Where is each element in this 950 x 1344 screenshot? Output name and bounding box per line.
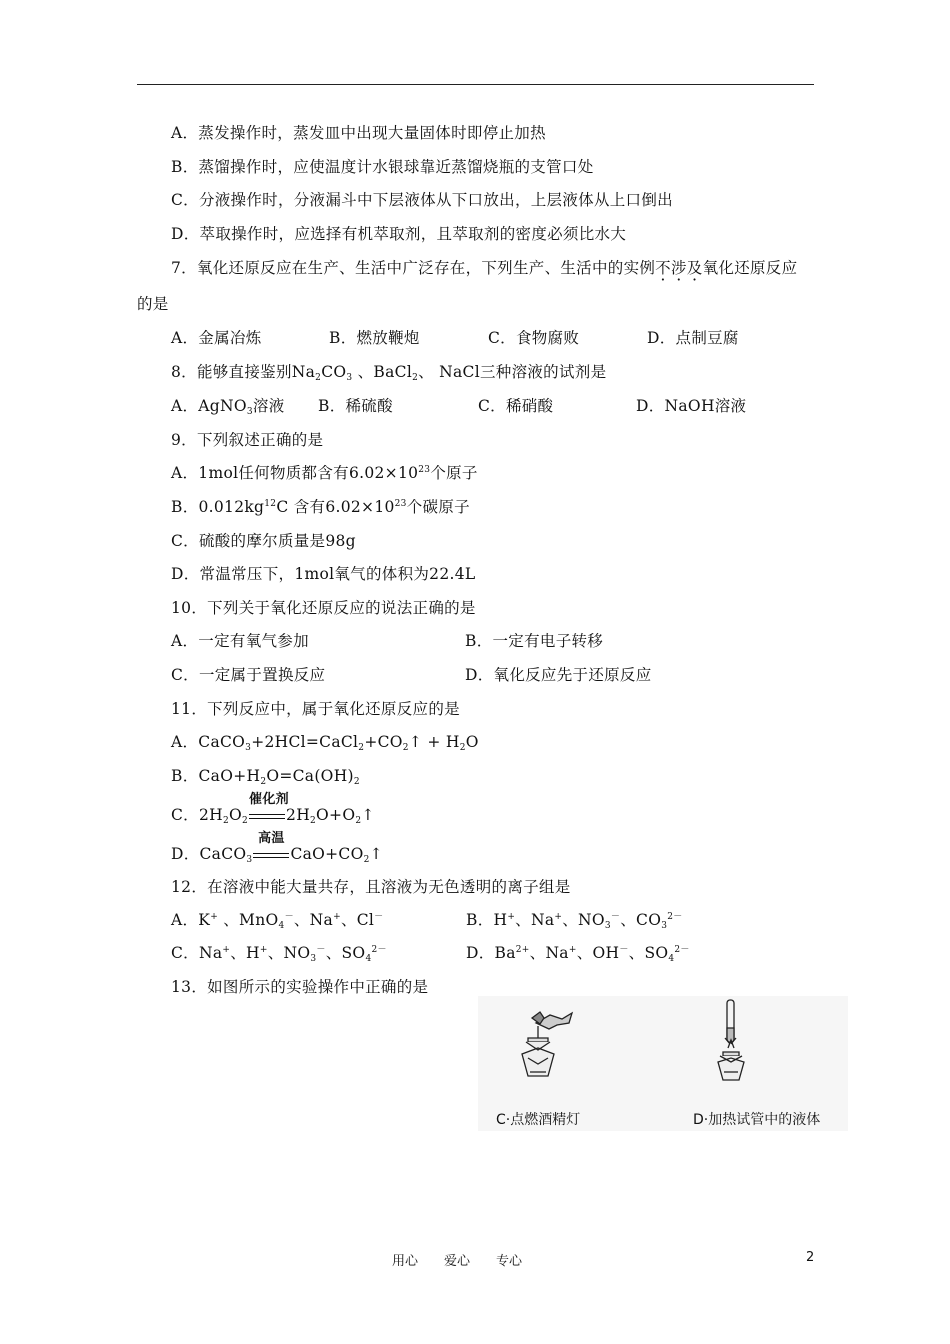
q6-option-a: A．蒸发操作时，蒸发皿中出现大量固体时即停止加热 xyxy=(171,124,546,142)
q11-option-d xyxy=(171,831,383,865)
q8-option-c: C．稀硝酸 xyxy=(478,397,554,415)
q7-stem xyxy=(171,258,797,278)
q8-option-a-end: 溶液 xyxy=(252,397,285,415)
q12c-t1: C．Na xyxy=(171,944,223,962)
q12d-s4: 4 xyxy=(668,954,675,964)
q12d-p1: 2+ xyxy=(515,945,530,955)
q7-option-c: C．食物腐败 xyxy=(488,329,580,347)
q7-stem-continued: 的是 xyxy=(137,295,169,313)
q9-option-b-sup-1: 12 xyxy=(264,499,277,509)
q11c-t3: 2H xyxy=(286,806,311,824)
catalyst-condition xyxy=(249,792,289,825)
q12c-t3: 、NO xyxy=(267,944,311,962)
caption-d: D·加热试管中的液体 xyxy=(693,1112,821,1128)
q12-option-a xyxy=(171,910,383,930)
q12-option-c xyxy=(171,943,387,963)
q9-option-a xyxy=(171,463,478,483)
q11b-s1: 2 xyxy=(260,777,267,787)
caption-c: C·点燃酒精灯 xyxy=(496,1112,581,1128)
q11a-s3: 2 xyxy=(402,743,409,753)
q11d-t3: ↑ xyxy=(369,845,383,863)
q11b-t1: B．CaO+H xyxy=(171,767,261,785)
q11c-t5: ↑ xyxy=(361,806,375,824)
q9-option-b-mid: C 含有6.02×10 xyxy=(276,498,395,516)
q11a-t4: ↑ + H xyxy=(408,733,460,751)
q11a-s4: 2 xyxy=(459,743,466,753)
q11a-s2: 2 xyxy=(358,743,365,753)
q9-stem: 9．下列叙述正确的是 xyxy=(171,431,324,449)
q12b-s3: 3 xyxy=(604,921,611,931)
q12d-t1: D．Ba xyxy=(466,944,516,962)
q8-sub-1: 2 xyxy=(315,373,322,383)
alcohol-lamp-pair-icon xyxy=(522,1012,572,1076)
q7-option-a: A．金属冶炼 xyxy=(171,329,262,347)
q12b-p4: 2－ xyxy=(667,912,683,922)
experiment-figure xyxy=(478,996,848,1131)
q9-option-b-sup-2: 23 xyxy=(394,499,407,509)
q10-option-b: B．一定有电子转移 xyxy=(465,632,604,650)
q8-option-a-text: A．AgNO xyxy=(171,397,247,415)
q11c-t1: C．2H xyxy=(171,806,223,824)
q9-option-c: C．硫酸的摩尔质量是98g xyxy=(171,532,356,550)
q7-stem-text: 7．氧化还原反应在生产、生活中广泛存在，下列生产、生活中的实例 xyxy=(171,259,656,277)
q9-option-d: D．常温常压下，1mol氧气的体积为22.4L xyxy=(171,565,476,583)
footer-motto: 用心 爱心 专心 xyxy=(392,1254,523,1269)
q8-text-1: 8．能够直接鉴别Na xyxy=(171,363,316,381)
q12b-p2: + xyxy=(554,912,563,922)
q10-option-a: A．一定有氧气参加 xyxy=(171,632,309,650)
q12a-t3: 、Na xyxy=(293,911,334,929)
q11c-t4: O+O xyxy=(316,806,356,824)
q12d-p4: 2－ xyxy=(674,945,690,955)
q11-option-c xyxy=(171,792,375,826)
q11b-s2: 2 xyxy=(353,777,360,787)
q12b-t4: 、CO xyxy=(620,911,662,929)
test-tube-heating-icon xyxy=(718,1000,744,1080)
q11d-s1: 3 xyxy=(246,855,253,865)
q11-option-a xyxy=(171,732,479,752)
q12d-p2: + xyxy=(568,945,577,955)
q9-option-a-sup: 23 xyxy=(418,465,431,475)
header-rule xyxy=(137,84,814,85)
q12a-p3: + xyxy=(333,912,341,922)
q8-stem xyxy=(171,362,606,382)
q11a-t5: O xyxy=(465,733,479,751)
q11d-t1: D．CaCO xyxy=(171,845,247,863)
equals-arrow xyxy=(253,853,289,858)
q9-option-a-end: 个原子 xyxy=(430,464,478,482)
q12c-p3: － xyxy=(316,945,326,955)
q11c-t2: O xyxy=(228,806,242,824)
catalyst-label: 催化剂 xyxy=(249,792,289,807)
q8-option-a xyxy=(171,396,285,416)
q11b-t2: O=Ca(OH) xyxy=(266,767,354,785)
q11c-s2: 2 xyxy=(242,816,249,826)
q11-stem: 11．下列反应中，属于氧化还原反应的是 xyxy=(171,700,460,718)
q12d-p3: － xyxy=(619,945,629,955)
q8-option-a-sub: 3 xyxy=(246,407,253,417)
q11a-t1: A．CaCO xyxy=(171,733,246,751)
q11c-s1: 2 xyxy=(222,816,229,826)
q6-option-d: D．萃取操作时，应选择有机萃取剂，且萃取剂的密度必须比水大 xyxy=(171,225,627,243)
q12a-s2: 4 xyxy=(278,921,285,931)
q13-stem: 13．如图所示的实验操作中正确的是 xyxy=(171,978,429,996)
q12a-p4: － xyxy=(374,912,384,922)
q8-sub-3: 2 xyxy=(412,373,419,383)
q12b-t2: 、Na xyxy=(515,911,555,929)
q12d-t4: 、SO xyxy=(628,944,669,962)
q12a-p2: － xyxy=(284,912,294,922)
q7-stem-end: 氧化还原反应 xyxy=(702,259,798,277)
q12a-p1: + xyxy=(210,912,219,922)
q7-emphasis-3: 及 xyxy=(686,259,703,277)
q12d-t2: 、Na xyxy=(529,944,569,962)
q7-emphasis-1: 不 xyxy=(655,259,671,277)
q9-option-b xyxy=(171,497,470,517)
q8-sub-2: 3 xyxy=(346,373,353,383)
q11d-t2: CaO+CO xyxy=(290,845,364,863)
q12-option-b xyxy=(466,910,683,930)
q12c-s4: 4 xyxy=(365,954,372,964)
q10-option-c: C．一定属于置换反应 xyxy=(171,666,326,684)
q12b-s4: 3 xyxy=(661,921,668,931)
q6-option-c: C．分液操作时，分液漏斗中下层液体从下口放出，上层液体从上口倒出 xyxy=(171,191,673,209)
q8-text-2: CO xyxy=(321,363,347,381)
q7-option-b: B．燃放鞭炮 xyxy=(329,329,420,347)
q12b-t1: B．H xyxy=(466,911,508,929)
q7-emphasis-2: 涉 xyxy=(670,259,687,277)
q12-stem: 12．在溶液中能大量共存，且溶液为无色透明的离子组是 xyxy=(171,878,571,896)
q12c-p2: + xyxy=(259,945,268,955)
q12a-t2: 、MnO xyxy=(218,911,279,929)
q11a-s1: 3 xyxy=(245,743,252,753)
q8-option-b: B．稀硫酸 xyxy=(318,397,393,415)
q12d-t3: 、OH xyxy=(576,944,620,962)
q12-option-d xyxy=(466,943,690,963)
page-number: 2 xyxy=(806,1250,815,1265)
q12b-p1: + xyxy=(507,912,516,922)
equals-arrow xyxy=(249,814,285,819)
q11a-t3: +CO xyxy=(364,733,403,751)
q12a-t1: A．K xyxy=(171,911,211,929)
q10-option-d: D．氧化反应先于还原反应 xyxy=(465,666,652,684)
q9-option-a-text: A．1mol任何物质都含有6.02×10 xyxy=(171,464,419,482)
q12c-t2: 、H xyxy=(230,944,260,962)
q12c-t4: 、SO xyxy=(325,944,366,962)
q11c-s3: 2 xyxy=(310,816,317,826)
q11d-s2: 2 xyxy=(363,855,370,865)
q9-option-b-text: B．0.012kg xyxy=(171,498,265,516)
high-temp-label: 高温 xyxy=(258,831,285,846)
q11-option-b xyxy=(171,766,360,786)
q7-option-d: D．点制豆腐 xyxy=(647,329,739,347)
q12c-p1: + xyxy=(222,945,231,955)
q6-option-b: B．蒸馏操作时，应使温度计水银球靠近蒸馏烧瓶的支管口处 xyxy=(171,158,594,176)
q8-text-3: 、BaCl xyxy=(352,363,413,381)
q8-text-4: 、 NaCl三种溶液的试剂是 xyxy=(418,363,607,381)
q8-option-d: D．NaOH溶液 xyxy=(636,397,747,415)
q12b-t3: 、NO xyxy=(562,911,605,929)
q11c-s4: 2 xyxy=(355,816,362,826)
q12c-p4: 2－ xyxy=(371,945,387,955)
q10-stem: 10．下列关于氧化还原反应的说法正确的是 xyxy=(171,599,476,617)
q12c-s3: 3 xyxy=(310,954,317,964)
high-temp-condition xyxy=(253,831,289,864)
q11a-t2: +2HCl=CaCl xyxy=(251,733,359,751)
q9-option-b-end: 个碳原子 xyxy=(406,498,470,516)
q12b-p3: － xyxy=(610,912,621,922)
q12a-t4: 、Cl xyxy=(340,911,375,929)
